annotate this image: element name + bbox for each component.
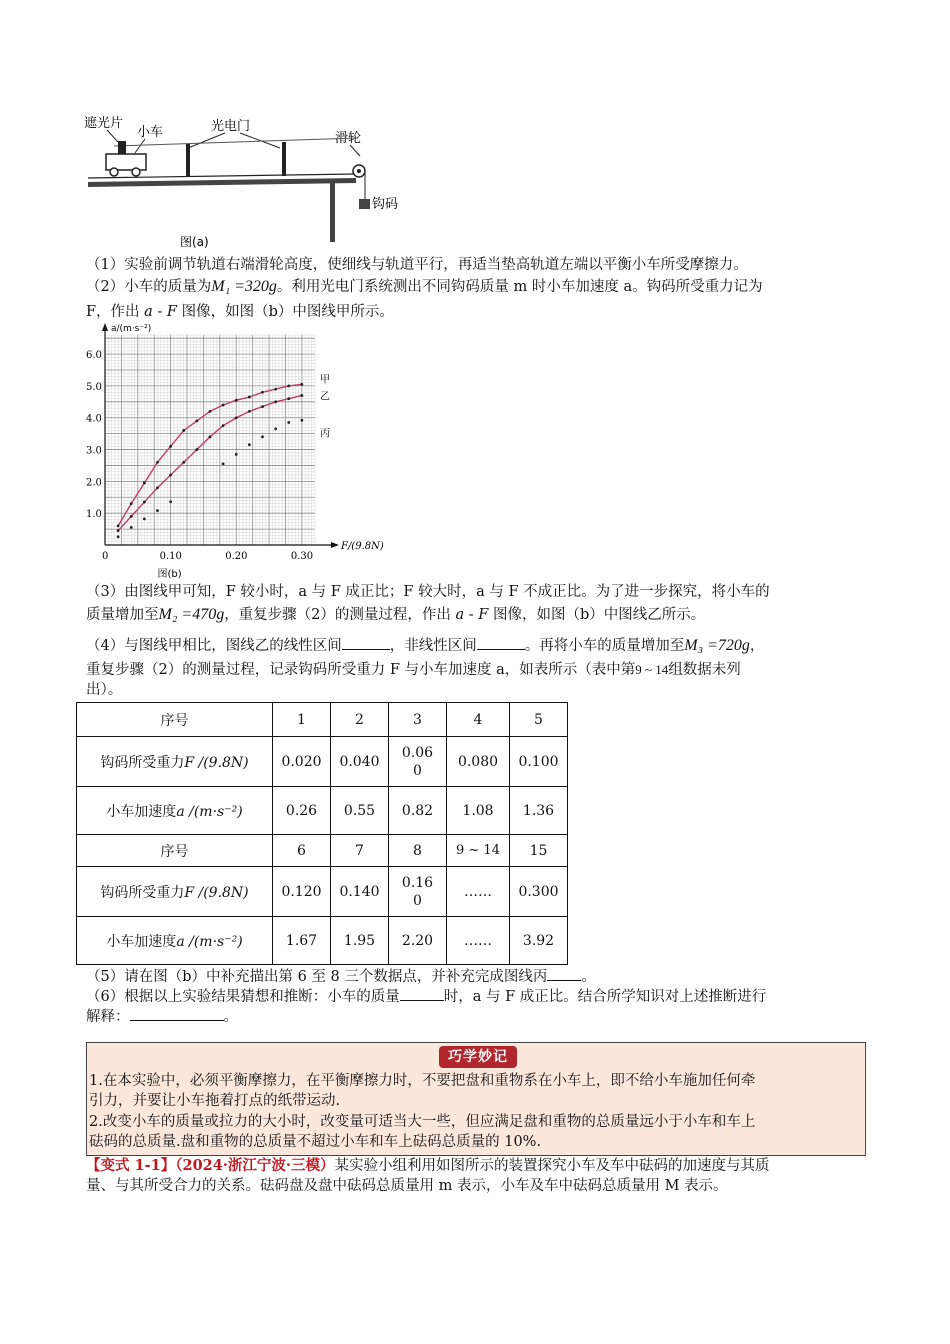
x-tick-label: 0.10 bbox=[159, 551, 182, 562]
label-hualun: 滑轮 bbox=[335, 131, 362, 146]
data-point bbox=[287, 385, 290, 388]
table-cell: 0.120 bbox=[273, 867, 331, 917]
figure-b-caption: 图(b) bbox=[157, 569, 182, 580]
paragraph-5 bbox=[86, 966, 596, 987]
p5-text-b: 。 bbox=[581, 969, 596, 985]
hdr-accel-text-2: 小车加速度 bbox=[106, 933, 177, 950]
mass-m2: M₂ =470g bbox=[158, 606, 225, 623]
mass-m3: M₃ =720g bbox=[684, 637, 750, 654]
hdr-accel-unit: a /(m·s⁻²) bbox=[176, 803, 243, 820]
y-tick-label: 4.0 bbox=[86, 413, 102, 425]
figure-a-apparatus bbox=[80, 108, 420, 258]
table-cell: 15 bbox=[510, 835, 568, 867]
data-point bbox=[156, 509, 159, 512]
variant-line-1 bbox=[86, 1156, 769, 1176]
p2-text-a: （2）小车的质量为 bbox=[86, 279, 212, 295]
p5-text-a: （5）请在图（b）中补充描出第 6 至 8 三个数据点，并补充完成图线丙 bbox=[86, 969, 548, 985]
data-table bbox=[76, 702, 568, 965]
data-point bbox=[182, 429, 185, 432]
table-row bbox=[77, 867, 568, 917]
paragraph-4-line2 bbox=[86, 660, 741, 680]
table-cell: …… bbox=[447, 867, 510, 917]
data-point bbox=[130, 515, 133, 518]
y-tick-label: 3.0 bbox=[86, 445, 102, 457]
data-point bbox=[195, 420, 198, 423]
y-axis-label: a/(m·s⁻²) bbox=[111, 324, 152, 334]
x-tick-label: 0 bbox=[102, 551, 109, 562]
data-point bbox=[222, 424, 225, 427]
table-header-force-2 bbox=[77, 867, 273, 917]
data-point bbox=[222, 462, 225, 465]
table-header-xuhao: 序号 bbox=[77, 703, 273, 737]
paragraph-4-line1 bbox=[86, 635, 764, 656]
hdr-force-unit: F /(9.8N) bbox=[184, 754, 249, 771]
a-F-label: a - F bbox=[144, 304, 177, 320]
paragraph-6-line1 bbox=[86, 986, 766, 1007]
hdr-accel-unit-2: a /(m·s⁻²) bbox=[176, 933, 243, 950]
x-axis-arrow bbox=[331, 542, 339, 548]
data-point bbox=[117, 525, 120, 528]
p6-text-b: 时，a 与 F 成正比。结合所学知识对上述推断进行 bbox=[443, 989, 767, 1005]
label-xiaoche: 小车 bbox=[137, 125, 164, 140]
table-cell: 6 bbox=[273, 835, 331, 867]
table-cell: 2.20 bbox=[389, 917, 447, 965]
table-header-force bbox=[77, 737, 273, 787]
data-point bbox=[235, 453, 238, 456]
y-tick-label: 1.0 bbox=[86, 509, 102, 521]
data-point bbox=[209, 435, 212, 438]
p3-text-b: 质量增加至 bbox=[86, 607, 159, 623]
table-cell: 0.82 bbox=[389, 787, 447, 835]
p6-text-c: 解释： bbox=[86, 1009, 130, 1025]
table-cell: 7 bbox=[331, 835, 389, 867]
table-row bbox=[77, 835, 568, 867]
data-point bbox=[156, 461, 159, 464]
tip-box bbox=[86, 1042, 866, 1156]
blank-linear-range[interactable] bbox=[342, 635, 390, 650]
data-point bbox=[248, 396, 251, 399]
data-point bbox=[143, 482, 146, 485]
paragraph-2-line1 bbox=[86, 277, 763, 297]
table-cell: 1 bbox=[273, 703, 331, 737]
data-point bbox=[248, 443, 251, 446]
data-point bbox=[300, 419, 303, 422]
data-point bbox=[287, 421, 290, 424]
data-point bbox=[287, 397, 290, 400]
paragraph-6-line2 bbox=[86, 1006, 238, 1027]
hdr-force-unit-2: F /(9.8N) bbox=[184, 884, 249, 901]
table-cell: 0.16 0 bbox=[389, 867, 447, 917]
paragraph-3-line2 bbox=[86, 605, 705, 625]
table-cell: 0.26 bbox=[273, 787, 331, 835]
data-point bbox=[274, 388, 277, 391]
series-label: 甲 bbox=[320, 374, 330, 386]
blank-curve-bing[interactable] bbox=[547, 966, 581, 981]
table-row bbox=[77, 917, 568, 965]
data-point bbox=[130, 502, 133, 505]
x-axis-label: F/(9.8N) bbox=[341, 541, 384, 552]
data-point bbox=[261, 391, 264, 394]
table-cell: 4 bbox=[447, 703, 510, 737]
table-row bbox=[77, 703, 568, 737]
y-tick-label: 6.0 bbox=[86, 350, 102, 362]
data-point bbox=[274, 427, 277, 430]
p2-text-d: 图像，如图（b）中图线甲所示。 bbox=[181, 304, 394, 320]
data-point bbox=[182, 461, 185, 464]
chart-grid bbox=[105, 335, 315, 545]
table-cell: 0.080 bbox=[447, 737, 510, 787]
table-cell: 3.92 bbox=[510, 917, 568, 965]
data-point bbox=[209, 410, 212, 413]
p3-text-d: 图像，如图（b）中图线乙所示。 bbox=[492, 607, 706, 623]
blank-explanation[interactable] bbox=[130, 1006, 224, 1021]
data-point bbox=[169, 445, 172, 448]
table-cell: 1.36 bbox=[510, 787, 568, 835]
table-cell: 0.300 bbox=[510, 867, 568, 917]
blank-nonlinear-range[interactable] bbox=[477, 635, 525, 650]
paragraph-4-line3: 出）。 bbox=[86, 682, 123, 698]
y-tick-label: 2.0 bbox=[86, 477, 102, 489]
data-point bbox=[169, 474, 172, 477]
table-cell: …… bbox=[447, 917, 510, 965]
paragraph-1: （1）实验前调节轨道右端滑轮高度，使细线与轨道平行，再适当垫高轨道左端以平衡小车所受摩擦力。 bbox=[86, 257, 748, 273]
table-header-accel bbox=[77, 787, 273, 835]
p4-text-b: ，非线性区间 bbox=[389, 638, 477, 654]
hdr-accel-text: 小车加速度 bbox=[106, 803, 177, 820]
tip-line-3: 2.改变小车的质量或拉力的大小时，改变量可适当大一些，但应满足盘和重物的总质量远小于小车和车上 bbox=[89, 1114, 756, 1130]
variant-tag: 【变式 1-1】（2024·浙江宁波·三模） bbox=[86, 1157, 335, 1174]
x-tick-label: 0.30 bbox=[290, 551, 314, 562]
p4-text-c: 。再将小车的质量增加至 bbox=[524, 638, 685, 654]
p4-text-f: 组数据未列 bbox=[668, 662, 741, 678]
table-cell: 0.55 bbox=[331, 787, 389, 835]
p2-text-b: 。利用光电门系统测出不同钩码质量 m 时小车加速度 a。钩码所受重力记为 bbox=[276, 279, 763, 295]
y-tick-label: 5.0 bbox=[86, 381, 102, 393]
p3-text-c: ，重复步骤（2）的测量过程，作出 bbox=[224, 607, 451, 623]
tip-badge: 巧学妙记 bbox=[439, 1046, 517, 1068]
data-point bbox=[222, 404, 225, 407]
p4-text-a: （4）与图线甲相比，图线乙的线性区间 bbox=[86, 638, 342, 654]
table-cell: 1.08 bbox=[447, 787, 510, 835]
hdr-force-text-2: 钩码所受重力 bbox=[100, 884, 185, 901]
group-range: 9 ~ 14 bbox=[635, 662, 669, 677]
table-cell: 0.040 bbox=[331, 737, 389, 787]
data-point bbox=[235, 399, 238, 402]
data-point bbox=[195, 448, 198, 451]
x-tick-label: 0.20 bbox=[225, 551, 248, 562]
table-row bbox=[77, 737, 568, 787]
table-cell: 0.06 0 bbox=[389, 737, 447, 787]
label-gouma: 钩码 bbox=[372, 197, 399, 212]
table-header-xuhao-2: 序号 bbox=[77, 835, 273, 867]
table-cell: 9 ~ 14 bbox=[447, 835, 510, 867]
data-point bbox=[130, 526, 133, 529]
data-point bbox=[261, 405, 264, 408]
figure-b-chart bbox=[80, 320, 410, 580]
table-cell: 1.95 bbox=[331, 917, 389, 965]
label-guangdianmen: 光电门 bbox=[211, 119, 251, 134]
table-cell: 2 bbox=[331, 703, 389, 737]
p2-text-c: F，作出 bbox=[86, 304, 140, 320]
series-label: 乙 bbox=[320, 391, 330, 403]
table-cell: 5 bbox=[510, 703, 568, 737]
data-point bbox=[300, 394, 303, 397]
data-point bbox=[300, 383, 303, 386]
table-cell: 0.100 bbox=[510, 737, 568, 787]
figure-a-caption: 图(a) bbox=[180, 235, 209, 249]
paragraph-2-line2 bbox=[86, 302, 394, 322]
hdr-force-text: 钩码所受重力 bbox=[100, 754, 185, 771]
data-point bbox=[248, 410, 251, 413]
mass-m1: M₁ =320g bbox=[211, 278, 277, 295]
data-point bbox=[169, 500, 172, 503]
tip-line-1: 1.在本实验中，必须平衡摩擦力，在平衡摩擦力时，不要把盘和重物系在小车上，即不给小车施加任何牵 bbox=[89, 1073, 756, 1089]
label-zheguangpian: 遮光片 bbox=[84, 116, 124, 131]
tip-line-2: 引力，并要让小车拖着打点的纸带运动. bbox=[89, 1093, 341, 1109]
chart-labels bbox=[111, 324, 384, 580]
table-header-accel-2 bbox=[77, 917, 273, 965]
data-point bbox=[156, 486, 159, 489]
variant-line-2: 量、与其所受合力的关系。砝码盘及盘中砝码总质量用 m 表示，小车及车中砝码总质量用 M 表示。 bbox=[86, 1178, 728, 1194]
table-row bbox=[77, 787, 568, 835]
data-point bbox=[143, 518, 146, 521]
table-cell: 0.140 bbox=[331, 867, 389, 917]
data-point bbox=[143, 501, 146, 504]
table-cell: 3 bbox=[389, 703, 447, 737]
table-cell: 8 bbox=[389, 835, 447, 867]
a-F-label-2: a - F bbox=[455, 607, 489, 623]
paragraph-3-line1: （3）由图线甲可知，F 较小时，a 与 F 成正比；F 较大时，a 与 F 不成正比。为了进一步探究，将小车的 bbox=[86, 584, 770, 600]
data-point bbox=[117, 529, 120, 532]
y-axis-arrow bbox=[102, 323, 108, 331]
data-point bbox=[274, 400, 277, 403]
p4-text-d: ， bbox=[749, 638, 765, 654]
table-cell: 0.020 bbox=[273, 737, 331, 787]
p6-text-a: （6）根据以上实验结果猜想和推断：小车的质量 bbox=[86, 989, 400, 1005]
p6-text-d: 。 bbox=[223, 1009, 238, 1025]
tip-line-4: 砝码的总质量.盘和重物的总质量不超过小车和车上砝码总质量的 10%. bbox=[89, 1134, 542, 1150]
data-point bbox=[117, 535, 120, 538]
data-point bbox=[235, 416, 238, 419]
series-label: 丙 bbox=[320, 428, 330, 440]
variant-text-1: 某实验小组利用如图所示的装置探究小车及车中砝码的加速度与其质 bbox=[334, 1158, 770, 1174]
p4-text-e: 重复步骤（2）的测量过程，记录钩码所受重力 F 与小车加速度 a，如表所示（表中第 bbox=[86, 662, 636, 678]
table-cell: 1.67 bbox=[273, 917, 331, 965]
data-point bbox=[261, 435, 264, 438]
blank-mass-condition[interactable] bbox=[400, 986, 444, 1001]
